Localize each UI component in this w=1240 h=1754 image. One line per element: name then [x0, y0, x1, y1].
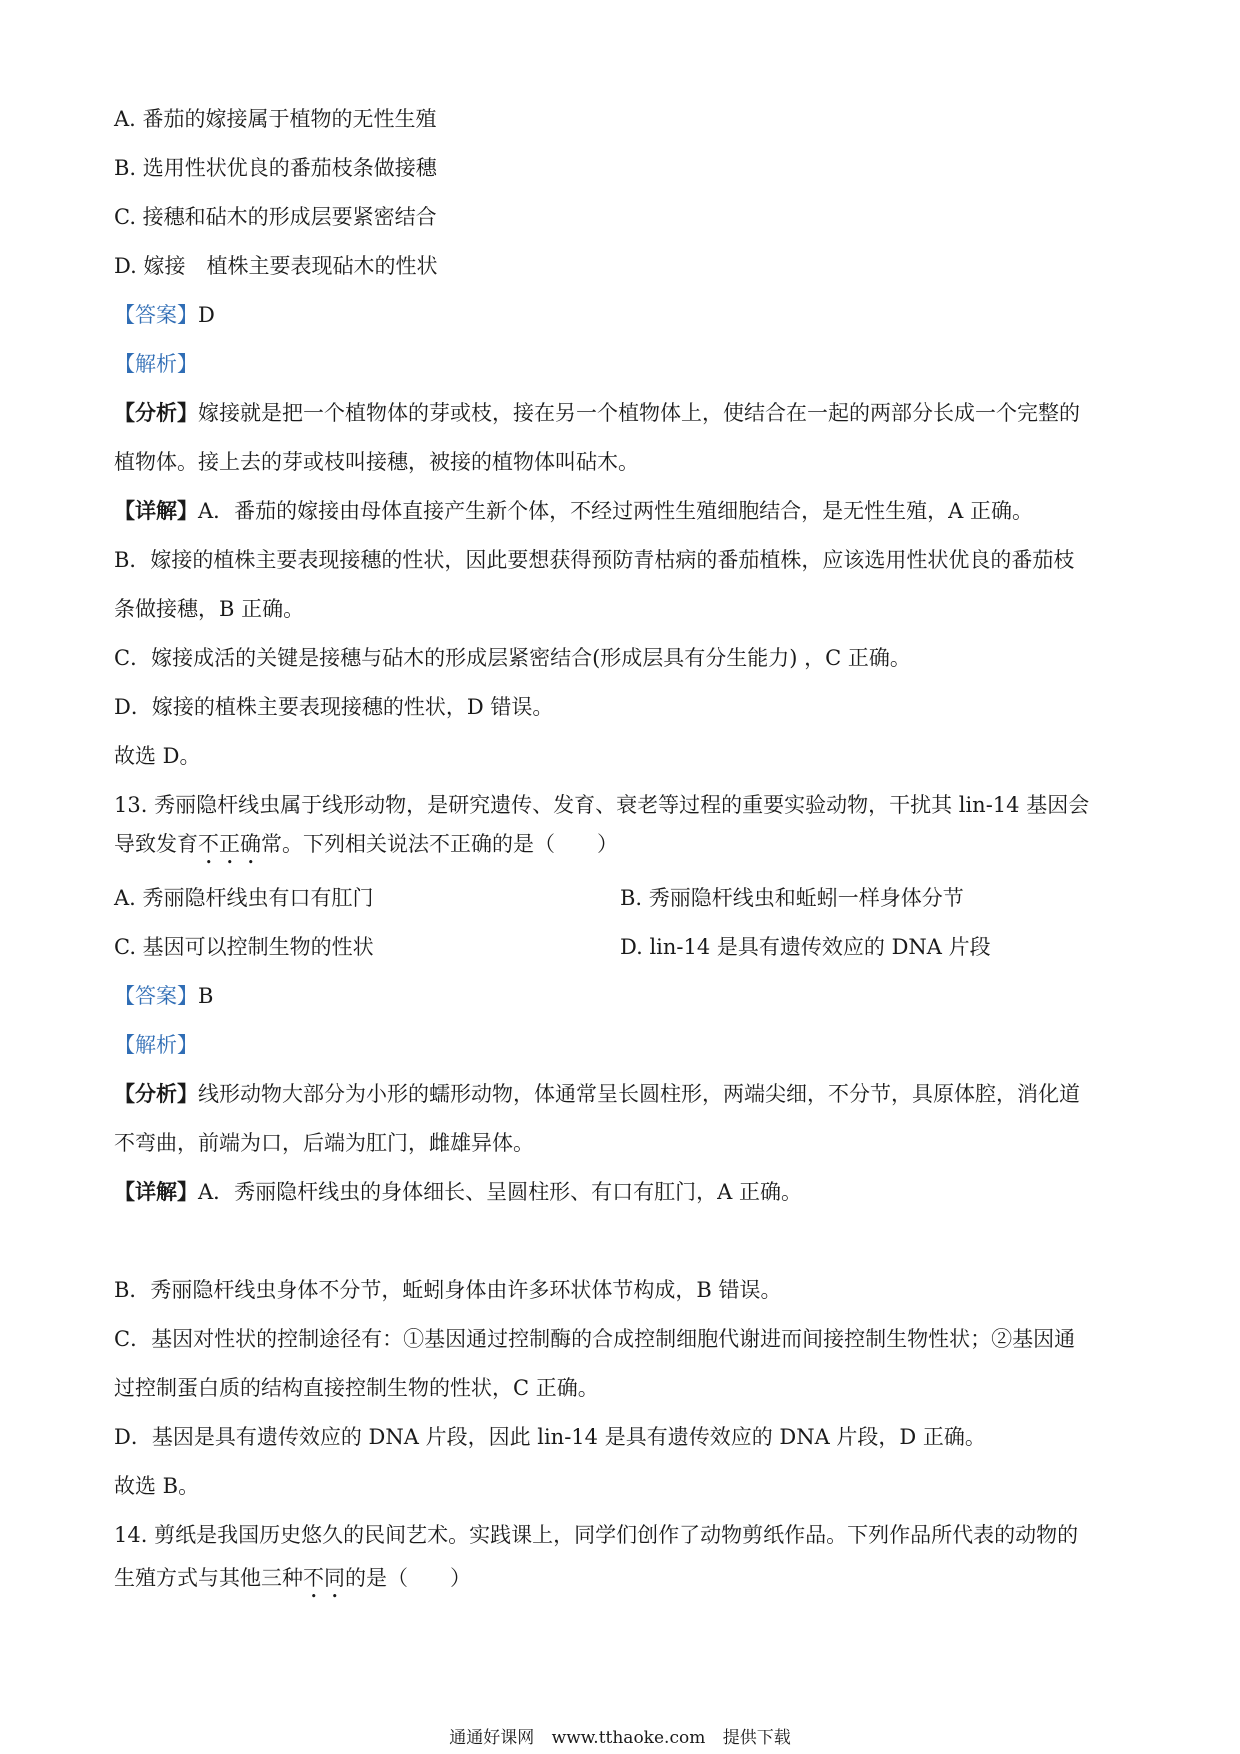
q13-option-a: A. 秀丽隐杆线虫有口有肛门 [114, 886, 374, 910]
answer-label: 【答案】 [114, 303, 198, 327]
answer-value: B [198, 984, 214, 1008]
q12-option-b: B. 选用性状优良的番茄枝条做接穗 [114, 156, 437, 180]
q12-option-a: A. 番茄的嫁接属于植物的无性生殖 [114, 107, 437, 131]
q12-option-d: D. 嫁接 植株主要表现砧木的性状 [114, 254, 438, 278]
q13-option-c: C. 基因可以控制生物的性状 [114, 935, 374, 959]
emphasis-text: 不同 [303, 1566, 345, 1590]
fenxi-label: 【分析】 [114, 400, 198, 425]
q12-xiangjie-b2: 条做接穗，B 正确。 [114, 597, 305, 621]
q13-xiangjie-c1: C．基因对性状的控制途径有：①基因通过控制酶的合成控制细胞代谢进而间接控制生物性状；②基因通 [114, 1327, 1076, 1351]
q13-xiangjie-b: B．秀丽隐杆线虫身体不分节，蚯蚓身体由许多环状体节构成，B 错误。 [114, 1278, 782, 1302]
q12-conclusion: 故选 D。 [114, 744, 201, 768]
xiangjie-label: 【详解】 [114, 498, 198, 523]
answer-label: 【答案】 [114, 984, 198, 1008]
q12-xiangjie-d: D．嫁接的植株主要表现接穗的性状，D 错误。 [114, 695, 554, 719]
q13-conclusion: 故选 B。 [114, 1474, 200, 1498]
q13-option-b: B. 秀丽隐杆线虫和蚯蚓一样身体分节 [620, 886, 964, 910]
q13-xiangjie-d: D．基因是具有遗传效应的 DNA 片段，因此 lin-14 是具有遗传效应的 DNA 片段，D 正确。 [114, 1425, 986, 1449]
answer-value: D [198, 303, 215, 327]
emphasis-text: 不正确 [198, 832, 261, 856]
xiangjie-label: 【详解】 [114, 1179, 198, 1204]
q13-xiangjie-c2: 过控制蛋白质的结构直接控制生物的性状，C 正确。 [114, 1376, 599, 1400]
q12-answer [114, 300, 1124, 330]
q13-stem-line2: 导致发育不正确常。下列相关说法不正确的是（ ） [114, 832, 618, 856]
q13-fenxi-line1: 【分析】线形动物大部分为小形的蠕形动物，体通常呈长圆柱形，两端尖细，不分节，具原体腔，消化道 [114, 1081, 1080, 1106]
q13-analysis-label: 【解析】 [114, 1033, 198, 1057]
q12-xiangjie-c: C．嫁接成活的关键是接穗与砧木的形成层紧密结合(形成层具有分生能力) ，C 正确。 [114, 646, 911, 670]
page-footer [0, 1726, 1240, 1750]
q13-stem-line1: 13. 秀丽隐杆线虫属于线形动物，是研究遗传、发育、衰老等过程的重要实验动物，干扰其 lin-14 基因会 [114, 793, 1090, 817]
q13-option-d: D. lin-14 是具有遗传效应的 DNA 片段 [620, 935, 991, 959]
footer-site-url: www.tthaoke.com [551, 1728, 706, 1748]
footer-suffix: 提供下载 [722, 1728, 791, 1748]
fenxi-label: 【分析】 [114, 1081, 198, 1106]
q12-xiangjie-a: 【详解】A．番茄的嫁接由母体直接产生新个体，不经过两性生殖细胞结合，是无性生殖，A 正确。 [114, 498, 1034, 523]
q14-stem-line2: 生殖方式与其他三种不同的是（ ） [114, 1566, 471, 1590]
q12-fenxi-line2: 植物体。接上去的芽或枝叫接穗，被接的植物体叫砧木。 [114, 450, 639, 474]
q12-fenxi-line1: 【分析】嫁接就是把一个植物体的芽或枝，接在另一个植物体上，使结合在一起的两部分长成一个完整的 [114, 400, 1080, 425]
q14-stem-line1: 14. 剪纸是我国历史悠久的民间艺术。实践课上，同学们创作了动物剪纸作品。下列作品所代表的动物的 [114, 1523, 1079, 1547]
q13-xiangjie-a: 【详解】A．秀丽隐杆线虫的身体细长、呈圆柱形、有口有肛门，A 正确。 [114, 1179, 803, 1204]
q13-fenxi-line2: 不弯曲，前端为口，后端为肛门，雌雄异体。 [114, 1131, 534, 1155]
q12-option-c: C. 接穗和砧木的形成层要紧密结合 [114, 205, 437, 229]
q13-answer [114, 981, 1124, 1011]
footer-site-name: 通通好课网 [449, 1728, 535, 1748]
q12-xiangjie-b1: B．嫁接的植株主要表现接穗的性状，因此要想获得预防青枯病的番茄植株，应该选用性状优良的番茄枝 [114, 548, 1075, 572]
q12-analysis-label: 【解析】 [114, 352, 198, 376]
